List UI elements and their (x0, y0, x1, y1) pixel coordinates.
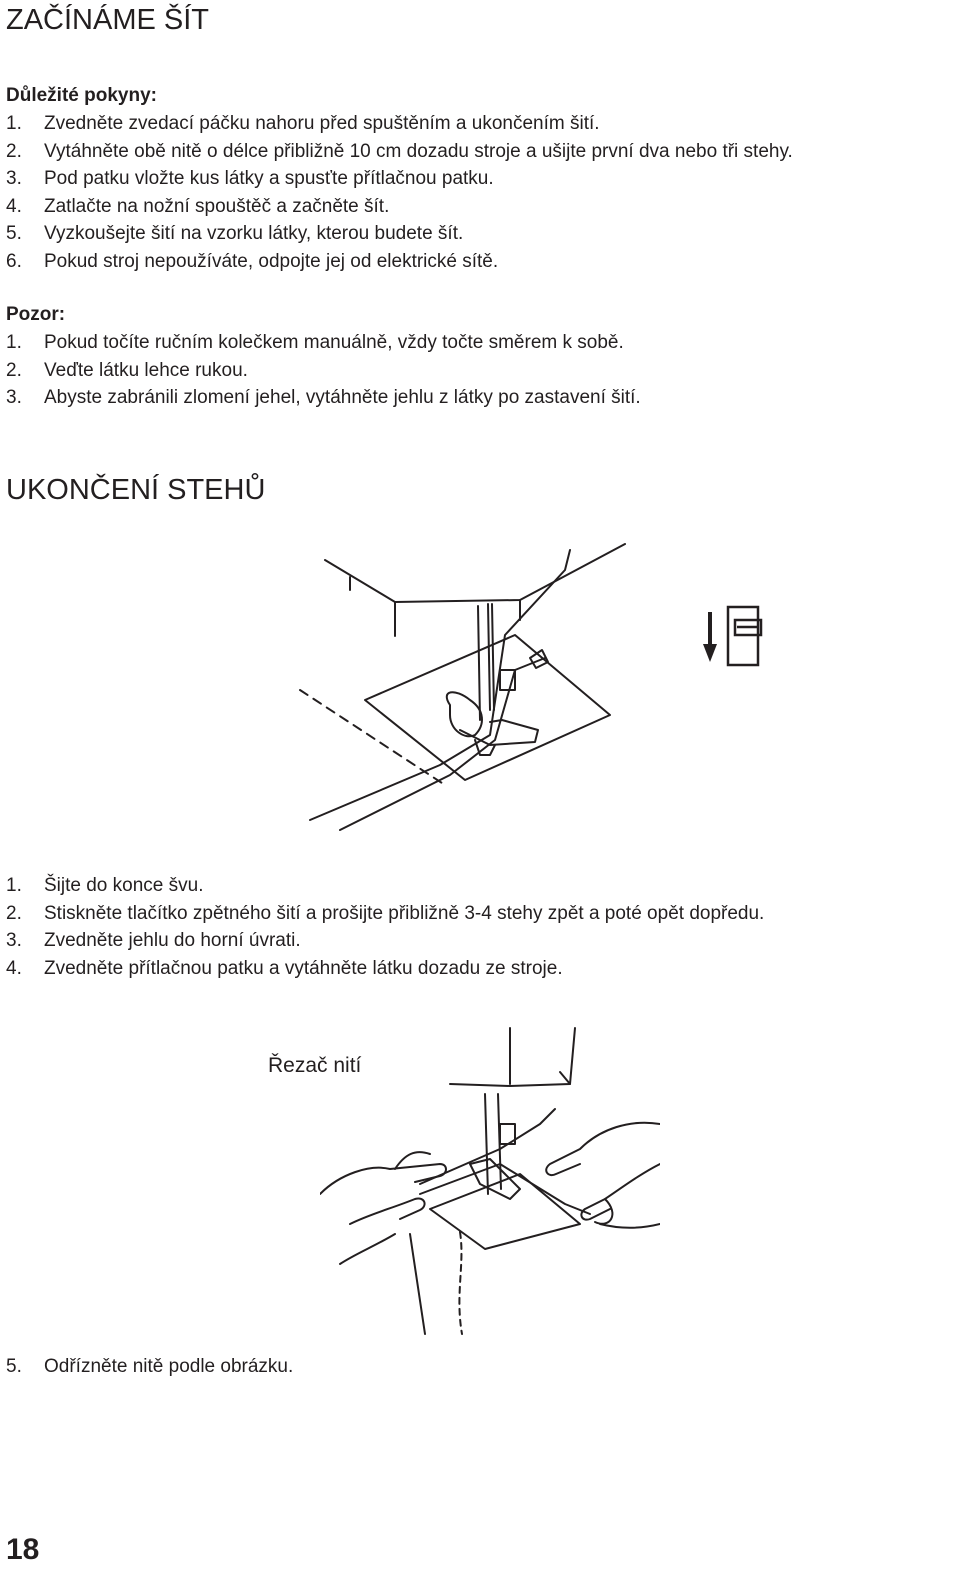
list-item (6, 955, 764, 983)
list-item (6, 329, 641, 357)
caution-list (6, 329, 641, 412)
important-list (6, 110, 793, 276)
list-item (6, 138, 793, 166)
list-item (6, 1353, 293, 1381)
thread-cutting-illustration (320, 1024, 660, 1340)
list-number: 5. (6, 223, 22, 245)
list-item (6, 248, 793, 276)
list-text: Pokud točíte ručním kolečkem manuálně, vždy točte směrem k sobě. (44, 332, 624, 353)
caution-heading: Pozor: (6, 304, 66, 325)
final-steps-list (6, 1353, 293, 1381)
list-item (6, 900, 764, 928)
list-text: Vyzkoušejte šití na vzorku látky, kterou budete šít. (44, 223, 464, 245)
list-number: 2. (6, 902, 22, 924)
list-item (6, 220, 793, 248)
list-text: Abyste zabránili zlomení jehel, vytáhněte jehlu z látky po zastavení šití. (44, 387, 641, 409)
list-number: 1. (6, 875, 22, 896)
list-item (6, 927, 764, 955)
list-item (6, 872, 764, 900)
thread-cutting-drawing (320, 1024, 660, 1340)
list-number: 3. (6, 168, 22, 190)
section-title-start-sewing: ZAČÍNÁME ŠÍT (6, 4, 210, 36)
list-text: Zatlačte na nožní spouštěč a začněte šít. (44, 195, 390, 217)
list-number: 5. (6, 1356, 22, 1377)
thread-cutter-label: Řezač nití (268, 1054, 362, 1077)
list-text: Veďte látku lehce rukou. (44, 359, 248, 381)
list-number: 4. (6, 195, 22, 217)
list-item (6, 110, 793, 138)
list-number: 6. (6, 250, 22, 272)
list-number: 1. (6, 113, 22, 134)
list-text: Vytáhněte obě nitě o délce přibližně 10 cm dozadu stroje a ušijte první dva nebo tři stehy. (44, 140, 793, 162)
section-title-finishing-stitches: UKONČENÍ STEHŮ (6, 474, 266, 506)
presser-foot-drawing (290, 540, 630, 840)
list-item (6, 165, 793, 193)
list-number: 1. (6, 332, 22, 353)
list-text: Zvedněte přítlačnou patku a vytáhněte látku dozadu ze stroje. (44, 957, 563, 979)
list-text: Šijte do konce švu. (44, 875, 204, 896)
reverse-lever-illustration (700, 604, 770, 670)
list-text: Zvedněte zvedací páčku nahoru před spuštěním a ukončením šití. (44, 113, 600, 134)
list-item (6, 384, 641, 412)
list-text: Stiskněte tlačítko zpětného šití a prošijte přibližně 3-4 stehy zpět a poté opět dopředu. (44, 902, 765, 924)
list-number: 2. (6, 140, 22, 162)
list-text: Pod patku vložte kus látky a spusťte přítlačnou patku. (44, 168, 494, 190)
list-text: Pokud stroj nepoužíváte, odpojte jej od elektrické sítě. (44, 250, 499, 272)
list-item (6, 357, 641, 385)
list-number: 3. (6, 930, 22, 952)
list-number: 2. (6, 359, 22, 381)
page-number: 18 (6, 1533, 40, 1566)
list-number: 4. (6, 957, 22, 979)
list-text: Odřízněte nitě podle obrázku. (44, 1356, 294, 1377)
finishing-steps-list (6, 872, 764, 982)
presser-foot-illustration (290, 540, 630, 840)
list-number: 3. (6, 387, 22, 409)
reverse-lever-drawing (700, 604, 770, 670)
list-item (6, 193, 793, 221)
list-text: Zvedněte jehlu do horní úvrati. (44, 930, 301, 952)
important-heading: Důležité pokyny: (6, 85, 157, 106)
